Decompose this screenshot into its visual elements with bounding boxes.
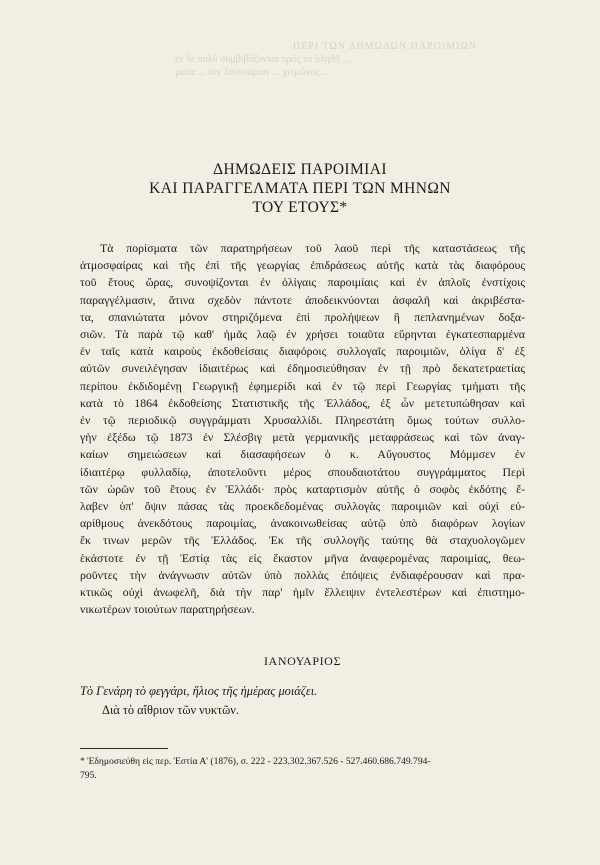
body-line: ἰδιαιτέρῳ φυλλαδίῳ, ἀποτελοῦντι μέρος σπουδαιοτάτου συγγράμματος Περὶ bbox=[80, 464, 525, 479]
body-line: τα, σπανιώτατα μόνον στηριζόμενα ἐπὶ προλήψεων ἢ πεπλανημένων δοξα- bbox=[80, 309, 525, 324]
body-line: παραγγέλμασιν, ἅτινα σχεδὸν πάντοτε ἀποδεικνύονται ἀσφαλῆ καὶ ἀκριβέστα- bbox=[80, 292, 525, 307]
bleed-line: ΠΕΡΙ ΤΩΝ ΔΗΜΩΔΩΝ ΠΑΡΟΙΜΙΩΝ bbox=[292, 41, 478, 52]
body-line: κατὰ τὸ 1864 ἐκδοθείσης Στατιστικῆς τῆς Ἑλλάδος, ἐξ ὧν μετετυπώθησαν καὶ bbox=[80, 395, 525, 410]
proverb-text: Τὸ Γενάρη τὸ φεγγάρι, ἥλιος τῆς ἡμέρας μοιάζει. bbox=[80, 684, 318, 698]
bleed-line: ματα ... τὸν Ἰανουάριον ... χειμῶνος ... bbox=[175, 67, 330, 78]
footnote-rule bbox=[80, 748, 168, 749]
title-line-2: ΚΑΙ ΠΑΡΑΓΓΕΛΜΑΤΑ ΠΕΡΙ ΤΩΝ ΜΗΝΩΝ bbox=[149, 180, 451, 197]
body-line: σιῶν. Τὰ παρὰ τῷ καθ' ἡμᾶς λαῷ ἐν χρήσει τοιαῦτα εὕρηνται ἐγκατεσπαρμένα bbox=[80, 327, 525, 342]
body-line: ἐν τῷ περιοδικῷ συγγράμματι Χρυσαλλίδι. Πληρεστάτη ὅμως τούτων συλλο- bbox=[80, 413, 525, 428]
body-line: λαβεν ὑπ' ὄψιν πάσας τὰς προεκδεδομένας συλλογὰς παροιμιῶν καὶ οὐχὶ εὐ- bbox=[80, 499, 525, 514]
footnote bbox=[80, 755, 525, 782]
body-paragraph bbox=[80, 240, 525, 618]
footnote-line-1: * Ἐδημοσιεύθη εἰς περ. Ἑστία Α' (1876), σ. 222 - 223.302.367.526 - 527.460.686.749.794- bbox=[80, 756, 431, 767]
body-line: νικωτέρων τοιούτων παρατηρήσεων. bbox=[80, 602, 255, 617]
title-line-1: ΔΗΜΩΔΕΙΣ ΠΑΡΟΙΜΙΑΙ bbox=[213, 161, 387, 178]
title-line-3: ΤΟΥ ΕΤΟΥΣ* bbox=[252, 199, 348, 216]
body-line: τῶν ὡρῶν τοῦ ἔτους ἐν Ἑλλάδι· πρὸς καταρτισμὸν αὐτῆς ὁ σοφὸς ἐκδότης ἔ- bbox=[80, 481, 525, 496]
body-line: τοῦ ἔτους ὥρας, συνοψίζονται ἐν ὀλίγαις παροιμίαις καὶ ἐν ἁπλοῖς ἐνστίχοις bbox=[80, 275, 525, 290]
body-line: κτικῶς οὐχὶ ἀνωφελῆ, διὰ τὴν παρ' ἡμῖν ἔλλειψιν ἐντελεστέρων καὶ ἐπιστημο- bbox=[80, 585, 525, 600]
body-line: αρίθμους ἀνεκδότους παροιμίας, ἀνακοινωθείσας αὐτῷ ὑπὸ διαφόρων λογίων bbox=[80, 516, 525, 531]
body-line: ροῦντες τὴν ἀνάγνωσιν αὐτῶν ὑπὸ πολλὰς ἐπόψεις ἐνδιαφέρουσαν καὶ πρα- bbox=[80, 567, 525, 582]
article-title bbox=[80, 160, 520, 217]
proverb-block bbox=[80, 682, 525, 720]
body-line: ἑκάστοτε ἐν τῇ Ἑστίᾳ τὰς εἰς ἕκαστον μῆνα ἀναφερομένας παροιμίας, θεω- bbox=[80, 550, 525, 565]
body-line: ἔκ τινων μερῶν τῆς Ἑλλάδος. Ἐκ τῆς συλλογῆς ταύτης θὰ σταχυολογῶμεν bbox=[80, 533, 525, 548]
proverb-explanation: Διὰ τὸ αἴθριον τῶν νυκτῶν. bbox=[102, 703, 239, 717]
body-line: αὐτῶν συνειλέγησαν ἰδιαιτέρως καὶ ἐδημοσιεύθησαν ἐν τῇ πρὸ δεκατετραετίας bbox=[80, 361, 525, 376]
body-line: ἐν ταῖς κατὰ καιροὺς ἐκδοθείσαις διαφόροις συλλογαῖς παροιμιῶν, ὀλίγα δ' ἐξ bbox=[80, 344, 525, 359]
bleed-through-text bbox=[175, 40, 595, 90]
body-line: γὴν ἐξέδω τῷ 1873 ἐν Σλέσβιγ μετὰ γερμανικῆς μεταφράσεως καὶ τῶν ἀναγ- bbox=[80, 430, 525, 445]
month-heading: ΙΑΝΟΥΑΡΙΟΣ bbox=[263, 654, 342, 668]
body-line: περίπου ἐκδιδομένῃ Γεωργικῇ ἐφημερίδι καὶ ἐν τῷ περὶ Γεωργίας τμήματι τῆς bbox=[80, 378, 525, 393]
body-line: ἀτμοσφαίρας καὶ τῆς ἐπὶ τῆς γεωργίας ἐπιδράσεως αὐτῆς κατὰ τὰς διαφόρους bbox=[80, 258, 525, 273]
footnote-line-2: 795. bbox=[80, 769, 97, 781]
body-line: καίων σημειώσεων καὶ διασαφήσεων ὁ κ. Αὔγουστος Μόμμσεν ἐν bbox=[80, 447, 525, 462]
body-line: Τὰ πορίσματα τῶν παρατηρήσεων τοῦ λαοῦ περὶ τῆς καταστάσεως τῆς bbox=[100, 241, 525, 255]
bleed-line: ἐν δὲ πολὺ συμβιβάζονται πρὸς τὰ ἀληθῆ ... bbox=[175, 54, 351, 65]
